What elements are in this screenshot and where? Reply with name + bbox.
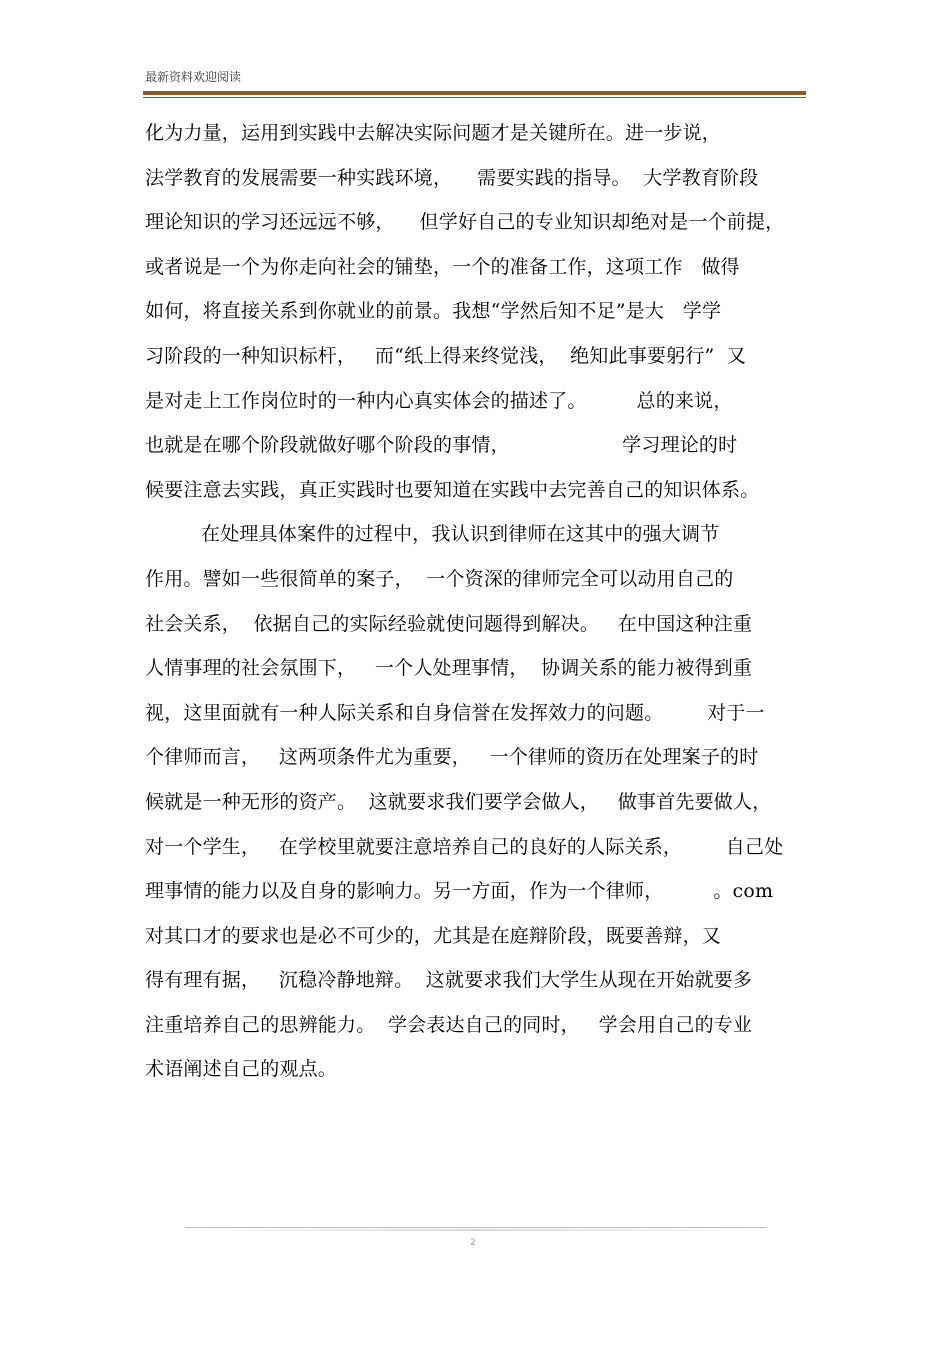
body-line-9: 候要注意去实践，真正实践时也要知道在实践中去完善自己的知识体系。 (145, 478, 760, 501)
body-line-12: 社会关系， 依据自己的实际经验就使问题得到解决。 在中国这种注重 (145, 612, 753, 635)
page-number: 2 (470, 1238, 476, 1248)
header-rule-thick (143, 91, 806, 95)
body-line-1: 化为力量，运用到实践中去解决实际问题才是关键所在。进一步说， (145, 122, 722, 144)
body-line-21: 注重培养自己的思辨能力。 学会表达自己的同时， 学会用自己的专业 (145, 1013, 753, 1036)
body-line-6: 习阶段的一种知识标杆， 而“纸上得来终觉浅， 绝知此事要躬行” 又 (145, 344, 747, 367)
body-line-7: 是对走上工作岗位时的一种内心真实体会的描述了。 总的来说， (145, 389, 733, 412)
body-line-3: 理论知识的学习还远远不够， 但学好自己的专业知识却绝对是一个前提， (145, 211, 785, 234)
footer-rule (185, 1227, 767, 1228)
body-line-19: 对其口才的要求也是必不可少的，尤其是在庭辩阶段，既要善辩，又 (145, 924, 722, 947)
body-line-22: 术语阐述自己的观点。 (145, 1058, 338, 1081)
header-rule-thin (143, 97, 806, 98)
body-line-11: 作用。譬如一些很简单的案子， 一个资深的律师完全可以动用自己的 (145, 567, 734, 590)
body-line-4: 或者说是一个为你走向社会的铺垫，一个的准备工作，这项工作 做得 (145, 255, 740, 278)
body-line-17: 对一个学生， 在学校里就要注意培养自己的良好的人际关系， 自己处 (145, 835, 784, 858)
body-line-14: 视，这里面就有一种人际关系和自身信誉在发挥效力的问题。 对于一 (145, 701, 765, 724)
body-line-8: 也就是在哪个阶段就做好哪个阶段的事情， 学习理论的时 (145, 434, 738, 457)
body-line-16: 候就是一种无形的资产。 这就要求我们要学会做人， 做事首先要做人， (145, 790, 772, 813)
body-line-15: 个律师而言， 这两项条件尤为重要， 一个律师的资历在处理案子的时 (145, 746, 759, 769)
body-line-20: 得有理有据， 沉稳冷静地辩。 这就要求我们大学生从现在开始就要多 (145, 969, 753, 992)
body-line-18: 理事情的能力以及自身的影响力。另一方面，作为一个律师， 。com (145, 880, 774, 903)
body-line-2: 法学教育的发展需要一种实践环境， 需要实践的指导。 大学教育阶段 (145, 166, 759, 189)
body-line-13: 人情事理的社会氛围下， 一个人处理事情， 协调关系的能力被得到重 (145, 657, 753, 680)
body-line-5: 如何，将直接关系到你就业的前景。我想“学然后知不足”是大 学学 (145, 300, 722, 323)
page-header-title: 最新资料欢迎阅读 (145, 70, 242, 84)
document-body (145, 118, 845, 1099)
body-line-10: 在处理具体案件的过程中，我认识到律师在这其中的强大调节 (201, 523, 720, 546)
footer-rule-shade (185, 1229, 767, 1231)
